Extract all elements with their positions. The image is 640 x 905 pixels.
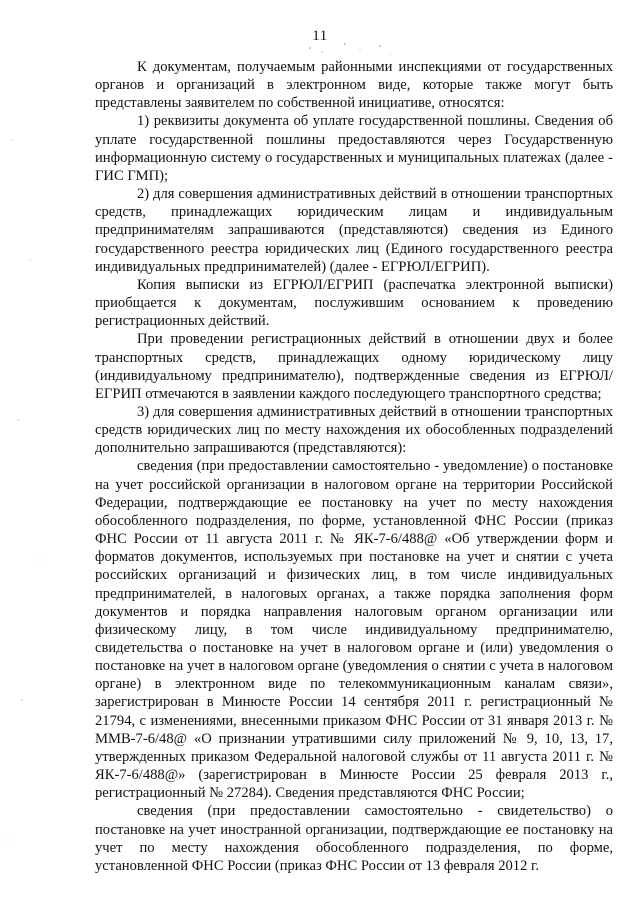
page-number: 11 [312,28,328,44]
paragraph-item-1: 1) реквизиты документа об уплате государственной пошлины. Сведения об уплате государственной пошлины предоставляются через Государственную информационную систему о государственных и муниципальных платежах (далее - ГИС ГМП); [95,113,613,184]
paragraph-item-2: 2) для совершения административных действий в отношении транспортных средств, принадлежащих юридическим лицам и индивидуальным предпринимателям запрашиваются (представляются) сведения из Единого государственного реестра юридических лиц (Единого государственного реестра индивидуальных предпринимателей) (далее - ЕГРЮЛ/ЕГРИП). [95,186,613,275]
paragraph-multiple-vehicles: При проведении регистрационных действий в отношении двух и более транспортных средств, принадлежащих одному юридическому лицу (индивидуальному предпринимателю), подтвержденные сведения из ЕГРЮЛ/ЕГРИП отмечаются в заявлении каждого последующего транспортного средства; [95,331,613,402]
paragraph-russian-org-registration: сведения (при предоставлении самостоятельно - уведомление) о постановке на учет российской организации в налоговом органе на территории Российской Федерации, подтверждающие ее постановку на учет по месту нахождения обособленного подразделения, по форме, установленной ФНС России (приказ ФНС России от 11 августа 2011 г. № ЯК-7-6/488@ «Об утверждении форм и форматов документов, используемых при постановке на учет и снятии с учета российских организаций и физических лиц, в том числе индивидуальных предпринимателей, в налоговых органах, а также порядка заполнения форм документов и порядка направления налоговым органом организации или физическому лицу, в том числе индивидуальному предпринимателю, свидетельства о постановке на учет в налоговом органе и (или) уведомления о постановке на учет в налоговом органе (уведомления о снятии с учета в налоговом органе) в электронном виде по телекоммуникационным каналам связи», зарегистрирован в Минюсте России 14 сентября 2011 г. регистрационный № 21794, с изменениями, внесенными приказом ФНС России от 31 января 2013 г. № ММВ-7-6/48@ «О признании утратившими силу приложений № 9, 10, 13, 17, утвержденных приказом Федеральной налоговой службы от 11 августа 2011 г. № ЯК-7-6/488@» (зарегистрирован в Минюсте России 25 февраля 2013 г., регистрационный № 27284). Сведения представляются ФНС России; [95,458,613,802]
paragraph-item-3: 3) для совершения административных действий в отношении транспортных средств юридических лиц по месту нахождения их обособленных подразделений дополнительно запрашиваются (представляются): [95,403,613,457]
paragraph-foreign-org-registration: сведения (при предоставлении самостоятельно - свидетельство) о постановке на учет иностранной организации, подтверждающие ее постановку на учет по месту нахождения обособленного подразделения, по форме, установленной ФНС России (приказ ФНС России от 13 февраля 2012 г. [95,803,613,874]
paragraph-extract-copy: Копия выписки из ЕГРЮЛ/ЕГРИП (распечатка электронной выписки) приобщается к документам, послужившим основанием к проведению регистрационных действий. [95,276,613,330]
body-text [95,58,613,875]
paragraph-intro: К документам, получаемым районными инспекциями от государственных органов и организаций в электронном виде, которые также могут быть представлены заявителем по собственной инициативе, относятся: [95,59,613,112]
scan-speckle-left [0,0,90,905]
